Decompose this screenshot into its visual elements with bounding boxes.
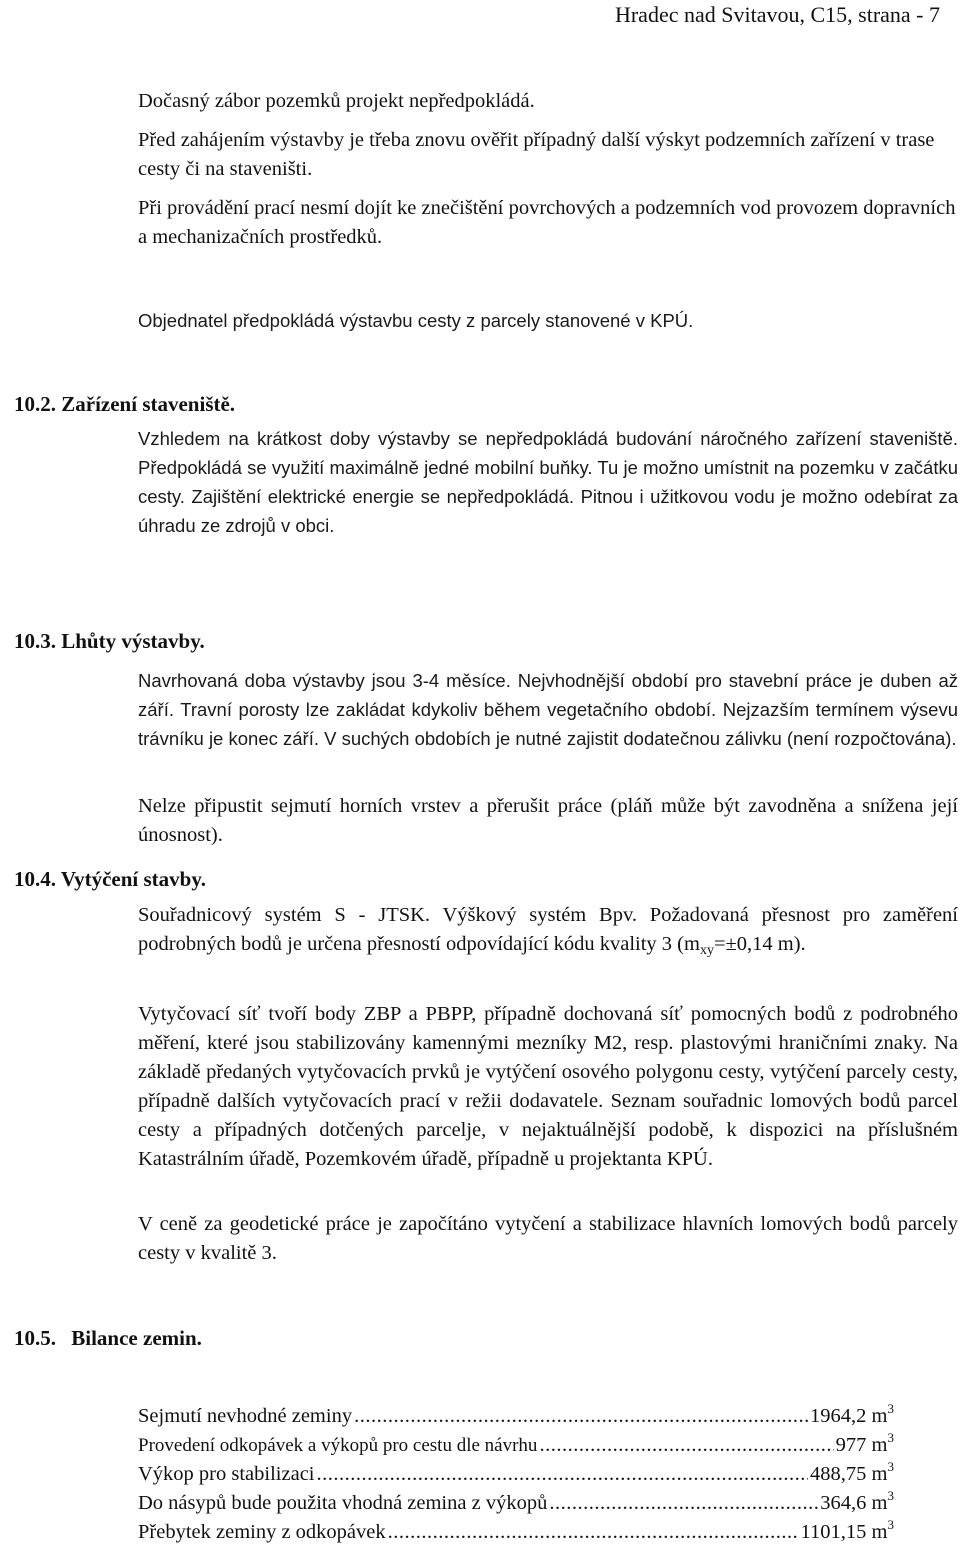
section-10-3-paragraph-1: Navrhovaná doba výstavby jsou 3-4 měsíce. Nejvhodnější období pro stavební práce je duben až září. Travní porosty lze zakládat kdykoliv během vegetačního období. Nejzazším termínem výsevu trávníku je konec září. V suchých obdobích je nutné zajistit dodatečnou zálivku (není rozpočtována).: [138, 670, 958, 749]
section-heading-10-3: [14, 628, 205, 654]
balance-label: Výkop pro stabilizaci: [138, 1463, 315, 1485]
balance-value: 364,6 $m^3$: [820, 1488, 894, 1514]
subscript-xy: xy: [699, 943, 714, 958]
balance-label: Sejmutí nevhodné zeminy: [138, 1405, 353, 1427]
dot-leader: [316, 1460, 808, 1489]
section-number: 10.2.: [14, 392, 56, 416]
section-number: 10.5.: [14, 1326, 56, 1350]
earthwork-balance-list: [138, 1402, 894, 1547]
section-10-4-paragraph-3: V ceně za geodetické práce je započítáno vytyčení a stabilizace hlavních lomových bodů parcely cesty v kvalitě 3.: [138, 1213, 958, 1264]
intro-paragraph-2: Před zahájením výstavby je třeba znovu ověřit případný další výskyt podzemních zařízení v trase cesty či na staveništi.: [138, 129, 935, 180]
dot-leader: [549, 1489, 818, 1518]
intro-paragraph-4: Objednatel předpokládá výstavbu cesty z parcely stanovené v KPÚ.: [138, 310, 694, 331]
dot-leader: [539, 1431, 833, 1460]
balance-row: [138, 1518, 894, 1547]
section-heading-10-4: [14, 866, 206, 892]
balance-value: 488,75 $m^3$: [810, 1459, 894, 1485]
page-header: Hradec nad Svitavou, C15, strana - 7: [614, 2, 940, 27]
dot-leader: [354, 1402, 808, 1431]
section-title: Vytýčení stavby.: [60, 867, 206, 891]
balance-row: [138, 1460, 894, 1489]
section-number: 10.4.: [14, 867, 56, 891]
balance-value: 977 $m^3$: [835, 1430, 894, 1456]
balance-row: [138, 1431, 894, 1460]
text-part: Souřadnicový systém S - JTSK. Výškový systém Bpv. Požadovaná přesnost pro zaměření podrobných bodů je určena přesností odpovídající kódu kvality 3 (m: [138, 904, 958, 955]
balance-value: 1101,15 $m^3$: [800, 1517, 894, 1543]
section-10-3-paragraph-2: Nelze připustit sejmutí horních vrstev a přerušit práce (pláň může být zavodněna a snížena její únosnost).: [138, 795, 958, 846]
section-10-4-paragraph-2: Vytyčovací síť tvoří body ZBP a PBPP, případně dochovaná síť pomocných bodů z podrobného měření, které jsou stabilizovány kamennými mezníky M2, resp. plastovými hraničními znaky. Na základě předaných vytyčovacích prvků je vytýčení osového polygonu cesty, vytýčení parcely cesty, případně dalších vytyčovacích prací v režii dodavatele. Seznam souřadnic lomových bodů parcel cesty a případných dotčených parcelje, v nejaktuálnější podobě, k dispozici na příslušném Katastrálním úřadě, Pozemkovém úřadě, případně u projektanta KPÚ.: [138, 1003, 958, 1170]
balance-row: [138, 1402, 894, 1431]
intro-paragraph-1: Dočasný zábor pozemků projekt nepředpokládá.: [138, 90, 535, 112]
intro-paragraph-3: Při provádění prací nesmí dojít ke znečištění povrchových a podzemních vod provozem dopravních a mechanizačních prostředků.: [138, 197, 956, 248]
dot-leader: [388, 1518, 799, 1547]
text-part: =±0,14 m).: [713, 933, 806, 955]
balance-row: [138, 1489, 894, 1518]
balance-value: 1964,2 $m^3$: [810, 1401, 894, 1427]
section-heading-10-2: [14, 391, 235, 417]
section-number: 10.3.: [14, 629, 56, 653]
section-title: Zařízení staveniště.: [61, 392, 236, 416]
balance-label: Provedení odkopávek a výkopů pro cestu dle návrhu: [138, 1435, 538, 1456]
section-heading-10-5: [14, 1325, 202, 1351]
section-title: Bilance zemin.: [71, 1326, 202, 1350]
balance-label: Do násypů bude použita vhodná zemina z výkopů: [138, 1492, 548, 1514]
section-10-2-paragraph: Vzhledem na krátkost doby výstavby se nepředpokládá budování náročného zařízení staveniště. Předpokládá se využití maximálně jedné mobilní buňky. Tu je možno umístnit na pozemku v začátku cesty. Zajištění elektrické energie se nepředpokládá. Pitnou i užitkovou vodu je možno odebírat za úhradu ze zdrojů v obci.: [138, 428, 958, 536]
section-title: Lhůty výstavby.: [61, 629, 205, 653]
balance-label: Přebytek zeminy z odkopávek: [138, 1521, 386, 1543]
section-10-4-paragraph-1: [138, 901, 958, 959]
